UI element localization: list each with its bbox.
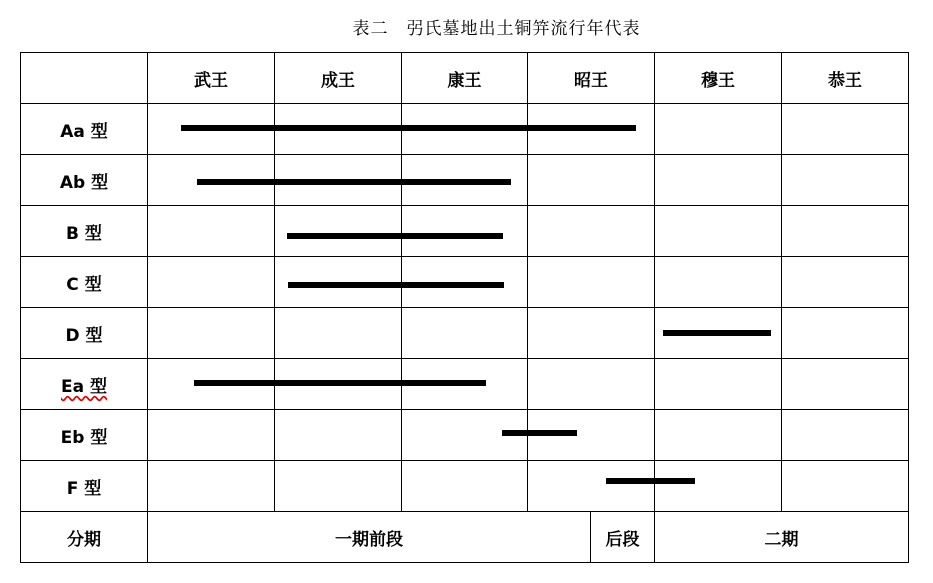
- reign-kang: 康王: [402, 53, 528, 104]
- table-title: 表二 弜氏墓地出土铜笄流行年代表: [352, 19, 641, 39]
- header-row: [21, 53, 909, 104]
- table-row: [21, 359, 909, 410]
- table-row: [21, 410, 909, 461]
- reign-cheng: 成王: [275, 53, 402, 104]
- row-label: Eb 型: [21, 410, 148, 461]
- row-label: C 型: [21, 257, 148, 308]
- reign-zhao: 昭王: [528, 53, 655, 104]
- corner-cell: [21, 53, 148, 104]
- period-early-first: 一期前段: [148, 512, 591, 563]
- row-label-text: Ea 型: [60, 376, 107, 397]
- table-row: [21, 206, 909, 257]
- table-row: [21, 308, 909, 359]
- period-second: 二期: [655, 512, 909, 563]
- table-row: [21, 461, 909, 512]
- table-row: [21, 155, 909, 206]
- table-row: [21, 257, 909, 308]
- chronology-table: [20, 52, 909, 563]
- reign-wu: 武王: [148, 53, 275, 104]
- row-label: B 型: [21, 206, 148, 257]
- reign-gong: 恭王: [782, 53, 909, 104]
- row-label: Aa 型: [21, 104, 148, 155]
- row-label: F 型: [21, 461, 148, 512]
- row-label: D 型: [21, 308, 148, 359]
- row-label: Ab 型: [21, 155, 148, 206]
- row-label: [21, 359, 148, 410]
- period-row: [21, 512, 909, 563]
- period-early-second: 后段: [591, 512, 655, 563]
- reign-mu: 穆王: [655, 53, 782, 104]
- table-row: [21, 104, 909, 155]
- period-label: 分期: [21, 512, 148, 563]
